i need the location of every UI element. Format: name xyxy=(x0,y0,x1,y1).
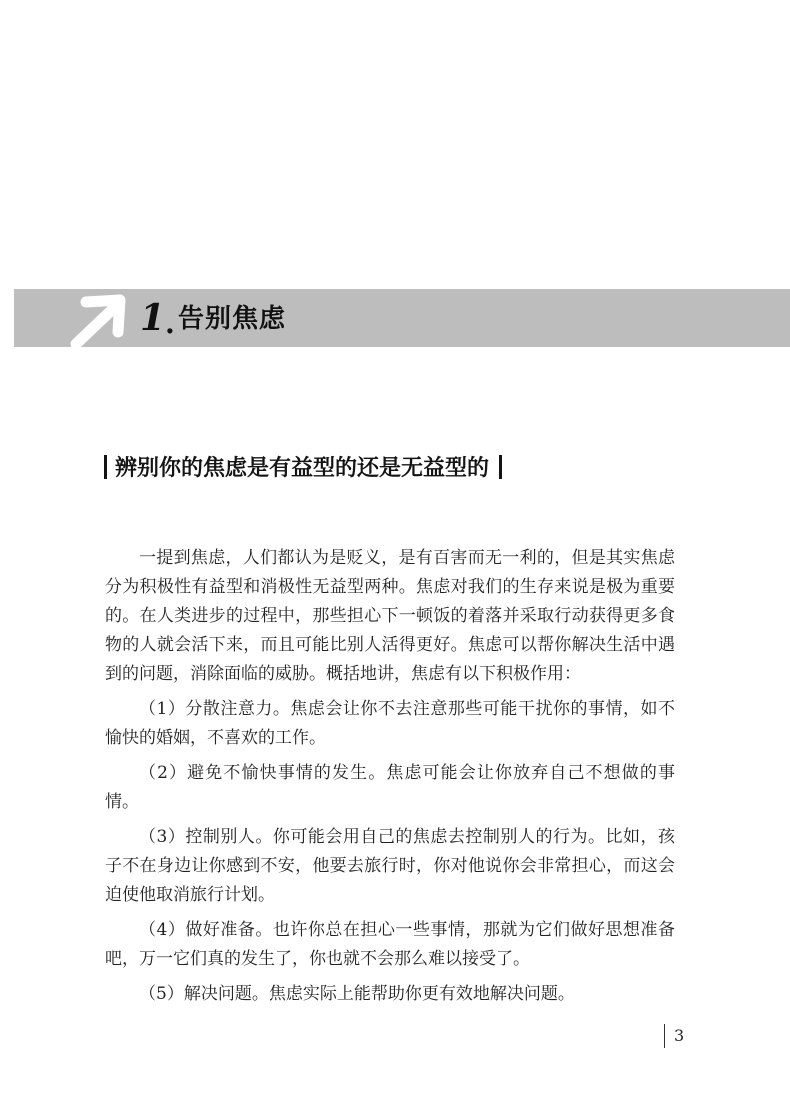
list-item-2: （2）避免不愉快事情的发生。焦虑可能会让你放弃自己不想做的事情。 xyxy=(105,763,675,812)
page-number-rule xyxy=(664,1024,665,1048)
list-item-5: （5）解决问题。焦虑实际上能帮助你更有效地解决问题。 xyxy=(139,984,575,1004)
list-item-4: （4）做好准备。也许你总在担心一些事情，那就为它们做好思想准备吧，万一它们真的发生了，你也就不会那么难以接受了。 xyxy=(105,920,675,969)
heading-left-bar xyxy=(104,455,107,479)
body-text xyxy=(105,544,675,1015)
list-item-3: （3）控制别人。你可能会用自己的焦虑去控制别人的行为。比如，孩子不在身边让你感到不安，他要去旅行时，你对他说你会非常担心，而这会迫使他取消旅行计划。 xyxy=(105,827,675,905)
chapter-number: 1 xyxy=(140,297,166,339)
intro-paragraph: 一提到焦虑，人们都认为是贬义，是有百害而无一利的，但是其实焦虑分为积极性有益型和消极性无益型两种。焦虑对我们的生存来说是极为重要的。在人类进步的过程中，那些担心下一顿饭的着落并采取行动获得更多食物的人就会活下来，而且可能比别人活得更好。焦虑可以帮你解决生活中遇到的问题，消除面临的威胁。概括地讲，焦虑有以下积极作用： xyxy=(105,548,675,684)
heading-right-bar xyxy=(499,455,502,479)
section-heading-text: 辨别你的焦虑是有益型的还是无益型的 xyxy=(115,456,490,481)
section-heading xyxy=(104,452,502,486)
chapter-arrow-icon xyxy=(70,292,132,348)
chapter-number-dot: . xyxy=(165,307,175,340)
chapter-title: 告别焦虑 xyxy=(178,304,287,334)
list-item-1: （1）分散注意力。焦虑会让你不去注意那些可能干扰你的事情，如不愉快的婚姻，不喜欢的工作。 xyxy=(105,699,675,748)
page-number: 3 xyxy=(674,1026,685,1045)
